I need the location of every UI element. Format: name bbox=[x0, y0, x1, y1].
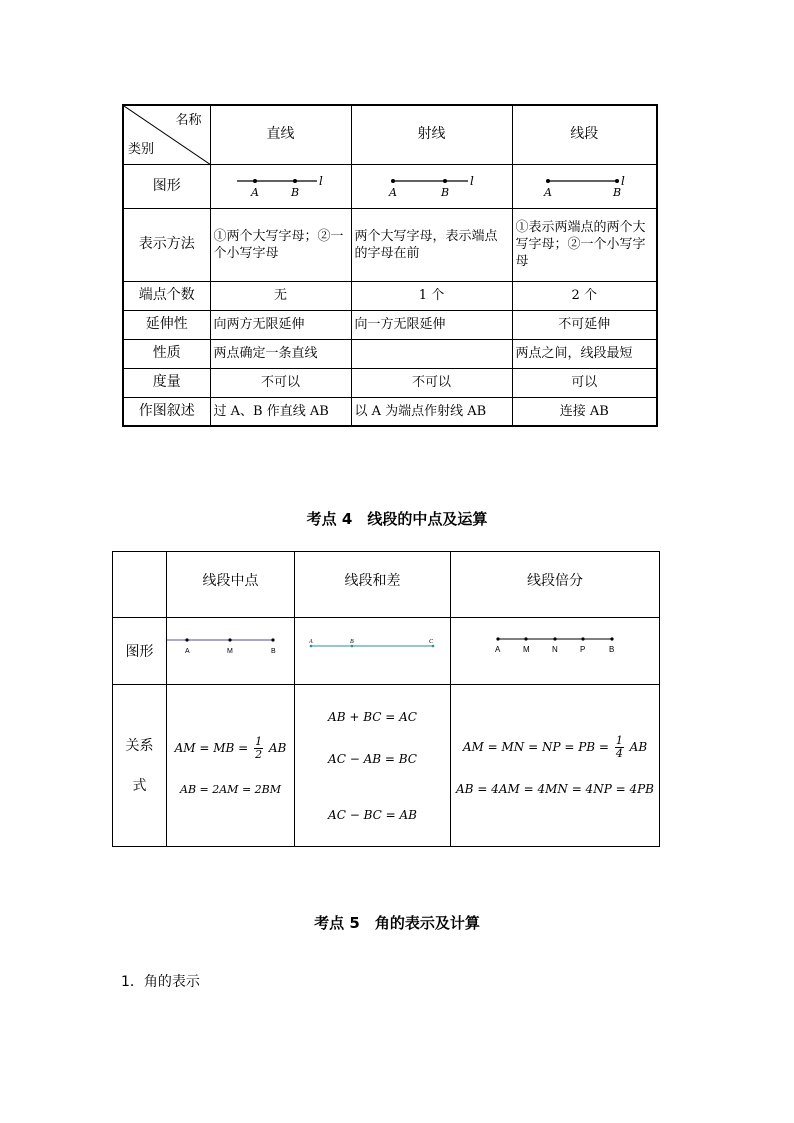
section-heading-4: 考点 4 线段的中点及运算 bbox=[306, 510, 488, 528]
row-label-property: 性质 bbox=[123, 339, 210, 368]
sum-diff-formula-2: AC − AB = BC bbox=[328, 751, 417, 766]
cell-construction-ray: 以 A 为端点作射线 AB bbox=[351, 397, 512, 426]
cell-endpoints-segment: 2 个 bbox=[512, 281, 657, 310]
cell-extension-ray: 向一方无限延伸 bbox=[351, 310, 512, 339]
point-b-label: B bbox=[290, 185, 299, 199]
blank-header-cell bbox=[113, 552, 167, 618]
formulas-sum-diff bbox=[295, 685, 451, 847]
header-sum-diff: 线段和差 bbox=[295, 552, 451, 618]
multiple-formula-1: AM = MN = NP = PB = $\frac{1}{4}$ AB bbox=[462, 734, 648, 760]
cell-measure-ray: 不可以 bbox=[351, 368, 512, 397]
midpoint-formula-1: AM = MB = $\frac{1}{2}$ AB bbox=[174, 734, 287, 761]
segment-operations-table bbox=[112, 551, 660, 847]
svg-text:P: P bbox=[580, 645, 586, 654]
corner-header-cell bbox=[123, 105, 210, 164]
svg-text:l: l bbox=[620, 173, 625, 188]
sum-diff-diagram bbox=[295, 618, 451, 685]
cell-notation-line: ①两个大写字母；②一个小写字母 bbox=[210, 208, 351, 281]
cell-property-ray bbox=[351, 339, 512, 368]
corner-top-label: 名称 bbox=[175, 113, 202, 128]
midpoint-formula-2: AB = 2AM = 2BM bbox=[180, 782, 281, 796]
subheading-angle-notation: 1．角的表示 bbox=[121, 974, 200, 990]
svg-text:B: B bbox=[440, 185, 449, 199]
figure-sum-diff bbox=[295, 618, 451, 685]
relation-label-line1: 关系 bbox=[125, 737, 154, 754]
svg-text:M: M bbox=[523, 645, 530, 654]
sum-diff-formula-3: AC − BC = AB bbox=[328, 807, 417, 822]
fraction-one-quarter: $\frac{1}{4}$ bbox=[615, 734, 623, 760]
svg-text:A: A bbox=[495, 645, 501, 654]
svg-text:B: B bbox=[350, 639, 354, 645]
svg-text:B: B bbox=[609, 645, 615, 654]
header-midpoint: 线段中点 bbox=[167, 552, 295, 618]
row-label-notation: 表示方法 bbox=[123, 208, 210, 281]
svg-text:N: N bbox=[552, 645, 558, 654]
sum-diff-formula-1: AB + BC = AC bbox=[328, 709, 417, 724]
cell-construction-segment: 连接 AB bbox=[512, 397, 657, 426]
figure-midpoint bbox=[167, 618, 295, 685]
svg-text:A: A bbox=[388, 185, 397, 199]
svg-text:A: A bbox=[185, 648, 190, 655]
fraction-one-half: $\frac{1}{2}$ bbox=[255, 734, 263, 761]
svg-text:M: M bbox=[227, 648, 233, 655]
cell-construction-line: 过 A、B 作直线 AB bbox=[210, 397, 351, 426]
section-heading-5: 考点 5 角的表示及计算 bbox=[314, 914, 480, 932]
cell-property-line: 两点确定一条直线 bbox=[210, 339, 351, 368]
row-label-figure: 图形 bbox=[123, 164, 210, 208]
point-a-label: A bbox=[250, 185, 259, 199]
relation-label-line2: 式 bbox=[132, 777, 147, 794]
header-segment: 线段 bbox=[512, 105, 657, 164]
row-label-relation bbox=[113, 685, 167, 847]
cell-measure-line: 不可以 bbox=[210, 368, 351, 397]
svg-text:A: A bbox=[309, 639, 313, 645]
cell-notation-ray: 两个大写字母，表示端点的字母在前 bbox=[351, 208, 512, 281]
cell-extension-line: 向两方无限延伸 bbox=[210, 310, 351, 339]
row-label-extension: 延伸性 bbox=[123, 310, 210, 339]
line-l-label: l bbox=[318, 173, 323, 188]
row-label-endpoints: 端点个数 bbox=[123, 281, 210, 310]
row-label-measure: 度量 bbox=[123, 368, 210, 397]
cell-extension-segment: 不可延伸 bbox=[512, 310, 657, 339]
formulas-multiple bbox=[451, 685, 660, 847]
figure-ray bbox=[351, 164, 512, 208]
header-ray: 射线 bbox=[351, 105, 512, 164]
svg-text:C: C bbox=[429, 639, 434, 645]
cell-measure-segment: 可以 bbox=[512, 368, 657, 397]
cell-endpoints-line: 无 bbox=[210, 281, 351, 310]
multiple-formula-2: AB = 4AM = 4MN = 4NP = 4PB bbox=[456, 782, 654, 796]
midpoint-figure-visible bbox=[167, 618, 295, 685]
figure-segment bbox=[512, 164, 657, 208]
svg-text:l: l bbox=[469, 173, 474, 188]
cell-endpoints-ray: 1 个 bbox=[351, 281, 512, 310]
corner-bottom-label: 类别 bbox=[128, 141, 155, 157]
header-line: 直线 bbox=[210, 105, 351, 164]
figure-line bbox=[210, 164, 351, 208]
cell-notation-segment: ①表示两端点的两个大写字母；②一个小写字母 bbox=[512, 208, 657, 281]
figure-multiple bbox=[451, 618, 660, 685]
formulas-midpoint bbox=[167, 685, 295, 847]
svg-text:B: B bbox=[271, 648, 276, 655]
multiple-diagram bbox=[451, 618, 660, 685]
svg-text:A: A bbox=[543, 185, 552, 199]
svg-text:B: B bbox=[612, 185, 621, 199]
header-multiple: 线段倍分 bbox=[451, 552, 660, 618]
row-label-construction: 作图叙述 bbox=[123, 397, 210, 426]
cell-property-segment: 两点之间，线段最短 bbox=[512, 339, 657, 368]
row-label-figure: 图形 bbox=[113, 618, 167, 685]
line-ray-segment-table bbox=[122, 104, 658, 427]
